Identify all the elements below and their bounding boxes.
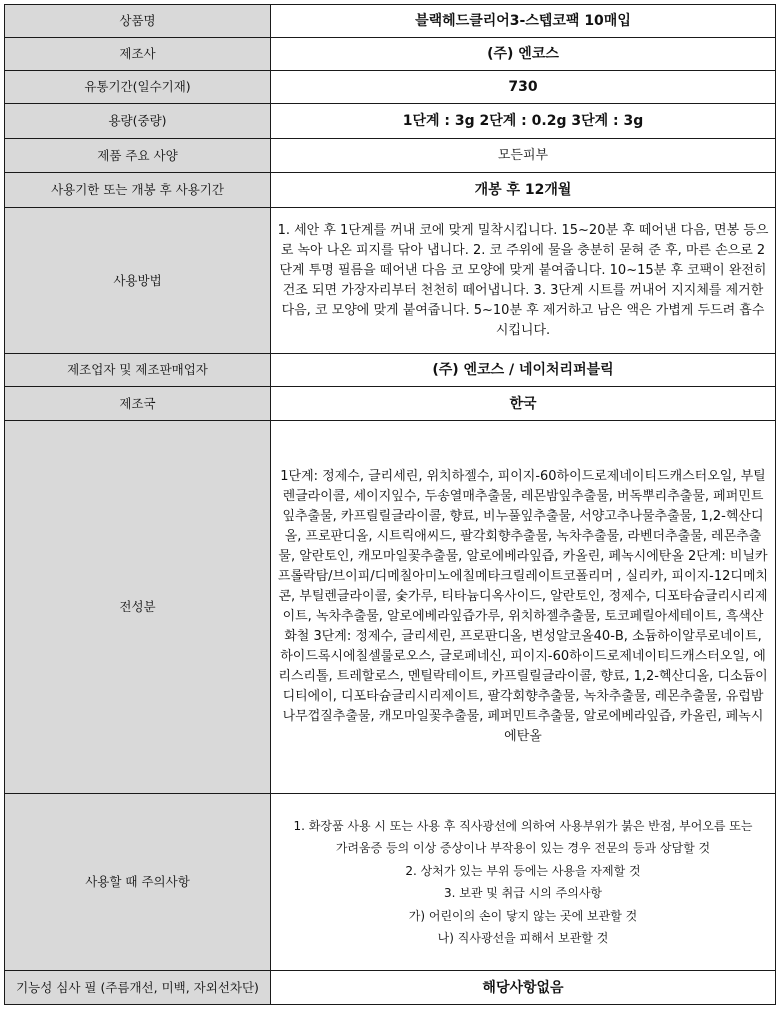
caution-line: 2. 상처가 있는 부위 등에는 사용을 자제할 것 (405, 863, 641, 878)
table-row (5, 421, 776, 794)
table-row (5, 5, 776, 38)
table-row (5, 139, 776, 173)
table-row (5, 794, 776, 971)
row-label-maker-seller: 제조업자 및 제조판매업자 (5, 354, 271, 387)
row-value-usage: 1. 세안 후 1단계를 꺼내 코에 맞게 밀착시킵니다. 15~20분 후 떼어낸 다음, 면봉 등으로 녹아 나온 피지를 닦아 냅니다. 2. 코 주위에 물을 충분히 묻혀 준 후, 마른 손으로 2단계 투명 필름을 떼어낸 다음 코 모양에 맞게 붙여줍니다. 10~15분 후 코팩이 완전히 건조 되면 가장자리부터 천천히 떼어냅니다. 3. 3단계 시트를 꺼내어 지지체를 제거한 다음, 코 모양에 맞게 붙여줍니다. 5~10분 후 제거하고 남은 액은 가볍게 두드려 흡수시킵니다. (271, 208, 776, 354)
caution-line: 3. 보관 및 취급 시의 주의사항 (443, 886, 603, 900)
table-row (5, 104, 776, 139)
table-row (5, 173, 776, 208)
table-row (5, 387, 776, 421)
row-value-maker-seller: (주) 엔코스 / 네이처리퍼블릭 (271, 354, 776, 387)
product-info-table (4, 4, 776, 1005)
row-label-product-name: 상품명 (5, 5, 271, 38)
row-value-country: 한국 (271, 387, 776, 421)
row-value-manufacturer: (주) 엔코스 (271, 38, 776, 71)
table-row (5, 71, 776, 104)
row-value-main-spec: 모든피부 (271, 139, 776, 173)
row-label-usage: 사용방법 (5, 208, 271, 354)
row-label-country: 제조국 (5, 387, 271, 421)
caution-line: 가) 어린이의 손이 닿지 않는 곳에 보관할 것 (408, 908, 638, 923)
row-label-functional-review: 기능성 심사 필 (주름개선, 미백, 자외선차단) (5, 971, 271, 1005)
row-label-volume: 용량(중량) (5, 104, 271, 139)
row-value-caution (271, 794, 776, 971)
caution-line: 가려움증 등의 이상 증상이나 부작용이 있는 경우 전문의 등과 상담할 것 (335, 841, 711, 855)
row-label-main-spec: 제품 주요 사양 (5, 139, 271, 173)
caution-line: 나) 직사광선을 피해서 보관할 것 (437, 931, 609, 945)
table-row (5, 208, 776, 354)
row-label-caution: 사용할 때 주의사항 (5, 794, 271, 971)
table-row (5, 354, 776, 387)
row-label-ingredients: 전성분 (5, 421, 271, 794)
row-label-manufacturer: 제조사 (5, 38, 271, 71)
row-value-product-name: 블랙헤드클리어3-스텝코팩 10매입 (271, 5, 776, 38)
row-value-shelf-life: 730 (271, 71, 776, 104)
row-label-shelf-life: 유통기간(일수기재) (5, 71, 271, 104)
row-value-functional-review: 해당사항없음 (271, 971, 776, 1005)
row-value-ingredients: 1단계: 정제수, 글리세린, 위치하젤수, 피이지-60하이드로제네이티드캐스터오일, 부틸렌글라이콜, 세이지잎수, 두송열매추출물, 레몬밤잎추출물, 버독뿌리추출물, 페퍼민트잎추출물, 카프릴릴글라이콜, 향료, 비누풀잎추출물, 서양고추나물추출물, 1,2-헥산디올, 프로판디올, 시트릭애씨드, 팔각회향추출물, 녹차추출물, 라벤더추출물, 레몬추출물, 알란토인, 캐모마일꽃추출물, 알로에베라잎즙, 카올린, 페녹시에탄올 2단계: 비닐카프롤락탐/브이피/디메칠아미노에칠메타크릴레이트코폴리머 , 실리카, 피이지-12디메치콘, 부틸렌글라이콜, 숯가루, 티타늄디옥사이드, 알란토인, 정제수, 디포타슘글리시리제이트, 녹차추출물, 알로에베라잎즙가루, 위치하젤추출물, 토코페릴아세테이트, 흑색산화철 3단계: 정제수, 글리세린, 프로판디올, 변성알코올40-B, 소듐하이알루로네이트, 하이드록시에칠셀룰로오스, 글로페네신, 피이지-60하이드로제네이티드캐스터오일, 에리스리톨, 트레할로스, 멘틸락테이트, 카프릴릴글라이콜, 향료, 1,2-헥산디올, 디소듐이디티에이, 디포타슘글리시리제이트, 팔각회향추출물, 녹차추출물, 레몬추출물, 유럽밤나무껍질추출물, 캐모마일꽃추출물, 페퍼민트추출물, 알로에베라잎즙, 카올린, 페녹시에탄올 (271, 421, 776, 794)
row-value-expiry: 개봉 후 12개월 (271, 173, 776, 208)
row-value-volume: 1단계 : 3g 2단계 : 0.2g 3단계 : 3g (271, 104, 776, 139)
caution-line: 1. 화장품 사용 시 또는 사용 후 직사광선에 의하여 사용부위가 붉은 반점, 부어오름 또는 (293, 818, 753, 833)
table-row (5, 38, 776, 71)
table-row (5, 971, 776, 1005)
row-label-expiry: 사용기한 또는 개봉 후 사용기간 (5, 173, 271, 208)
